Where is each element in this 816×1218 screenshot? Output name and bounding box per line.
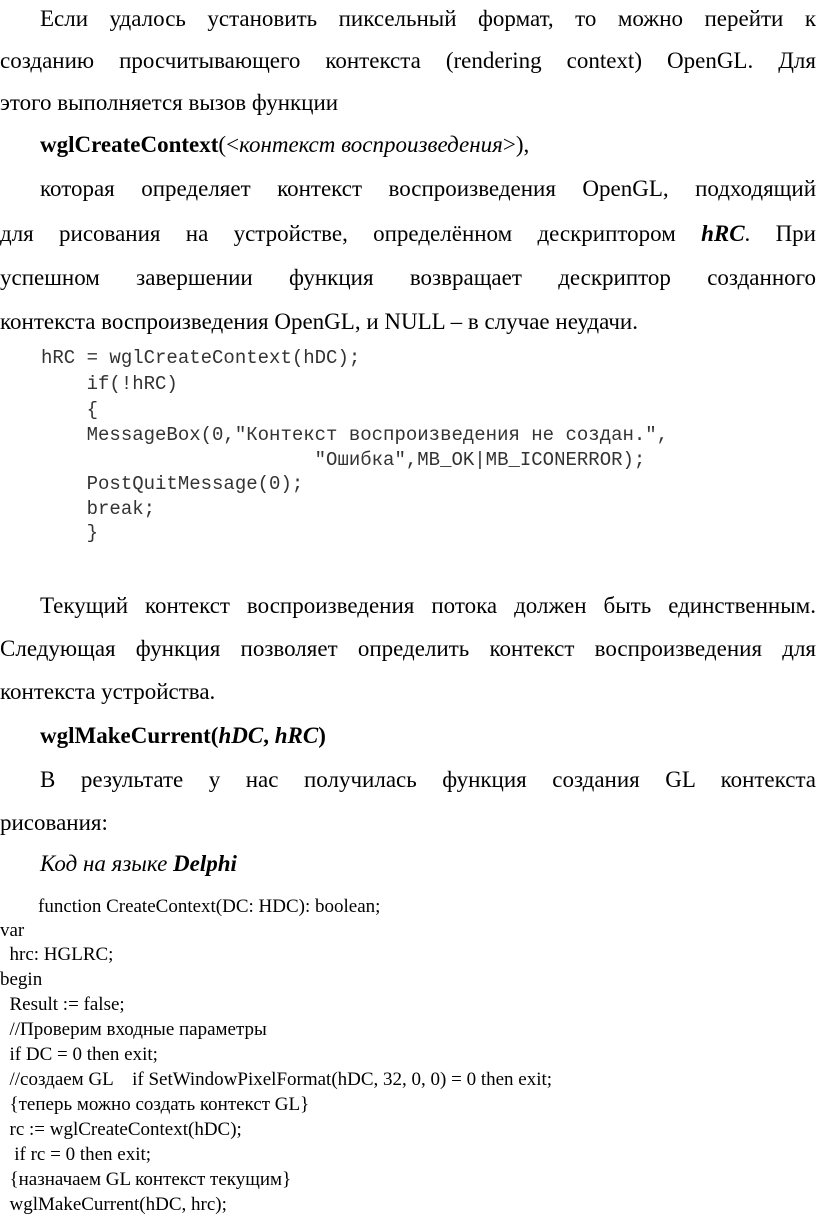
code-line: PostQuitMessage(0); xyxy=(41,473,304,495)
hrc-emphasis: hRC xyxy=(701,221,745,246)
delphi-line: wglMakeCurrent(hDC, hrc); xyxy=(0,1194,227,1215)
para4-line1: В результате у нас получилась функция создания GL контекста xyxy=(40,767,816,792)
code-line: break; xyxy=(41,498,156,520)
delphi-line: rc := wglCreateContext(hDC); xyxy=(0,1119,242,1140)
para1-line2: созданию просчитывающего контекста (rendering context) OpenGL. Для xyxy=(0,48,816,73)
para3-line1: Текущий контекст воспроизведения потока должен быть единственным. xyxy=(40,593,816,618)
delphi-line: {назначаем GL контекст текущим} xyxy=(0,1169,292,1190)
delphi-line: hrc: HGLRC; xyxy=(0,944,114,965)
delphi-line: //Проверим входные параметры xyxy=(0,1019,267,1040)
paren-open: ( xyxy=(210,723,219,748)
delphi-line: if rc = 0 then exit; xyxy=(0,1144,152,1165)
function-arg: контекст воспроизведения xyxy=(239,132,503,157)
para2-line2-tail: . При xyxy=(744,221,816,246)
paren-close: ) xyxy=(318,723,326,748)
heading-text: Код на языке xyxy=(40,851,174,876)
arg-hrc: hRC xyxy=(274,723,319,748)
para2-line3: успешном завершении функция возвращает дескриптор созданного xyxy=(0,265,816,290)
code-line: if(!hRC) xyxy=(41,373,178,395)
delphi-line: if DC = 0 then exit; xyxy=(0,1044,158,1065)
para4-line2: рисования: xyxy=(0,810,108,835)
code-line: "Ошибка",MB_OK|MB_ICONERROR); xyxy=(41,449,646,471)
code-line: MessageBox(0,"Контекст воспроизведения не создан.", xyxy=(41,424,669,446)
paren-open: (< xyxy=(218,132,240,157)
delphi-heading xyxy=(0,849,816,879)
para2-line2-text: для рисования на устройстве, определённом дескриптором xyxy=(0,221,702,246)
delphi-line: Result := false; xyxy=(0,994,125,1015)
para1-line3: этого выполняется вызов функции xyxy=(0,90,339,115)
function-name: wglMakeCurrent xyxy=(40,723,211,748)
function-name: wglCreateContext xyxy=(40,132,219,157)
para2-line2 xyxy=(0,219,816,249)
delphi-line: //создаем GL if SetWindowPixelFormat(hDC, 32, 0, 0) = 0 then exit; xyxy=(0,1069,553,1090)
para2-line4: контекста воспроизведения OpenGL, и NULL – в случае неудачи. xyxy=(0,309,638,334)
arg-hdc: hDC xyxy=(218,723,264,748)
delphi-line: begin xyxy=(0,969,43,990)
code-line: hRC = wglCreateContext(hDC); xyxy=(41,347,361,369)
function-signature-create-context xyxy=(0,130,816,160)
paren-close: >), xyxy=(502,132,530,157)
para3-line3: контекста устройства. xyxy=(0,679,216,704)
arg-separator: , xyxy=(263,723,275,748)
delphi-line: {теперь можно создать контекст GL} xyxy=(0,1094,310,1115)
delphi-line: function CreateContext(DC: HDC): boolean; xyxy=(0,896,381,917)
para3-line2: Следующая функция позволяет определить контекст воспроизведения для xyxy=(0,636,816,661)
code-line: } xyxy=(41,522,99,544)
para1-line1: Если удалось установить пиксельный формат, то можно перейти к xyxy=(40,6,816,31)
delphi-line: var xyxy=(0,920,25,941)
code-line: { xyxy=(41,399,99,421)
para2-line1: которая определяет контекст воспроизведения OpenGL, подходящий xyxy=(40,176,816,201)
function-signature-make-current xyxy=(0,721,816,751)
heading-language: Delphi xyxy=(173,851,237,876)
